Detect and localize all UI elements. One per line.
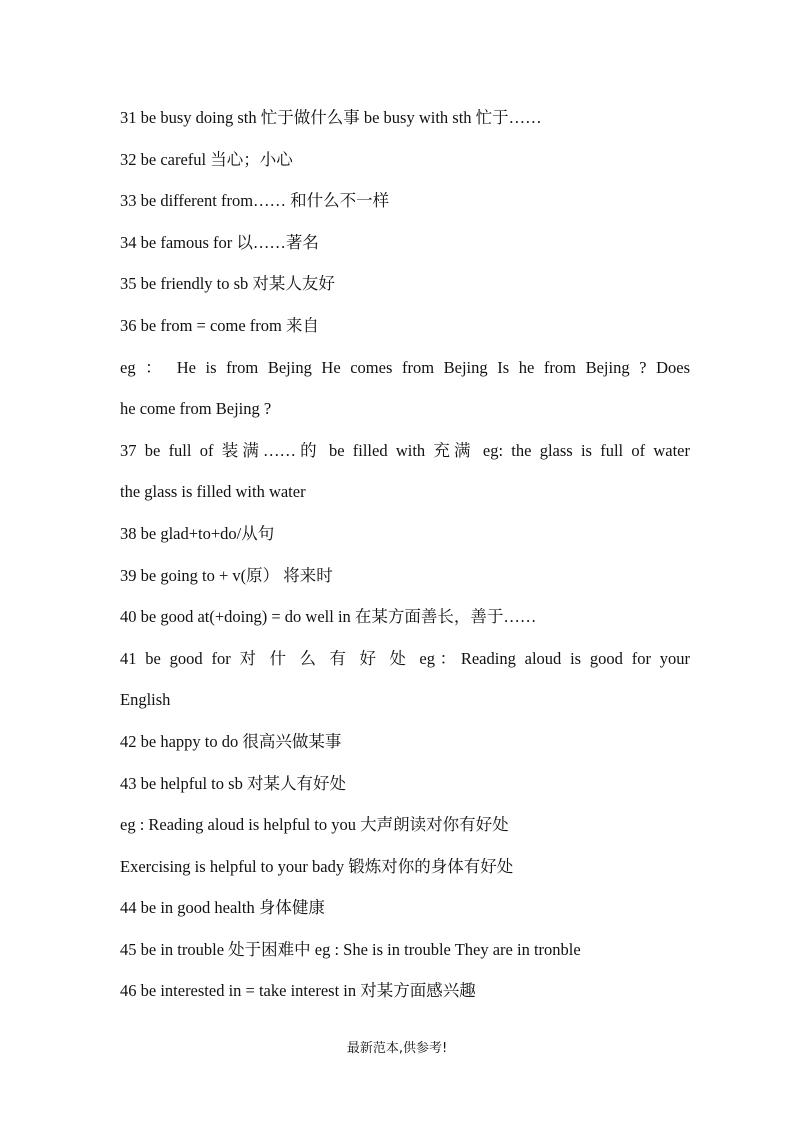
line-41: 41 be good for 对 什 么 有 好 处 eg：Reading aloud is good for your bbox=[120, 648, 690, 668]
vocabulary-list bbox=[120, 103, 690, 1018]
line-41-cont: English bbox=[120, 690, 171, 710]
line-36-example: eg ： He is from Bejing He comes from Bejing Is he from Bejing ? Does bbox=[120, 357, 690, 377]
line-33: 33 be different from…… 和什么不一样 bbox=[120, 191, 390, 211]
line-32: 32 be careful 当心；小心 bbox=[120, 149, 293, 169]
line-37-cont: the glass is filled with water bbox=[120, 482, 306, 502]
line-45: 45 be in trouble 处于困难中 eg : She is in trouble They are in tronble bbox=[120, 939, 581, 959]
line-46: 46 be interested in = take interest in 对某方面感兴趣 bbox=[120, 981, 476, 1001]
line-43-example-2: Exercising is helpful to your bady 锻炼对你的身体有好处 bbox=[120, 856, 514, 876]
line-36-example-cont: he come from Bejing ? bbox=[120, 399, 272, 419]
line-42: 42 be happy to do 很高兴做某事 bbox=[120, 731, 342, 751]
line-44: 44 be in good health 身体健康 bbox=[120, 898, 325, 918]
line-37: 37 be full of 装满……的 be filled with 充满 eg: the glass is full of water bbox=[120, 440, 690, 460]
line-31: 31 be busy doing sth 忙于做什么事 be busy with sth 忙于…… bbox=[120, 108, 542, 127]
line-34: 34 be famous for 以……著名 bbox=[120, 232, 319, 252]
line-43: 43 be helpful to sb 对某人有好处 bbox=[120, 773, 346, 793]
line-40: 40 be good at(+doing) = do well in 在某方面善长，善于…… bbox=[120, 607, 537, 627]
page-footer: 最新范本,供参考! bbox=[346, 1041, 448, 1056]
line-36: 36 be from = come from 来自 bbox=[120, 315, 320, 335]
line-38: 38 be glad+to+do/从句 bbox=[120, 523, 275, 543]
line-43-example: eg : Reading aloud is helpful to you 大声朗读对你有好处 bbox=[120, 815, 509, 835]
line-39: 39 be going to + v(原） 将来时 bbox=[120, 565, 333, 585]
line-35: 35 be friendly to sb 对某人友好 bbox=[120, 274, 335, 294]
